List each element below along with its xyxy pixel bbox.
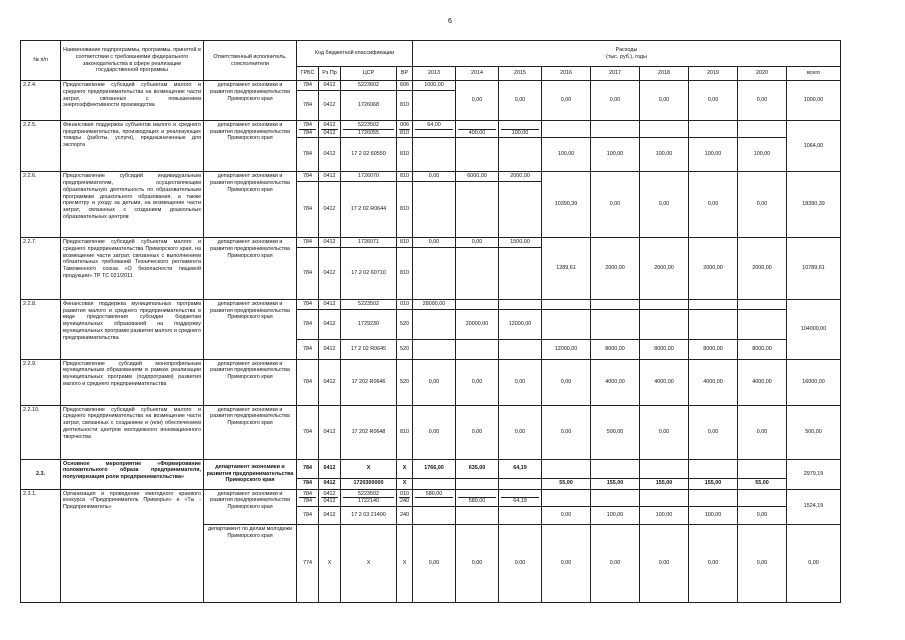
cell-grbs: 784 (297, 247, 319, 299)
cell-value: 8000,00 (591, 339, 640, 359)
cell-rzpr: X (319, 525, 341, 603)
cell-grbs: 784 (297, 81, 319, 91)
col-year: 2013 (413, 67, 456, 81)
cell-value: 0,00 (591, 81, 640, 121)
cell-empty (499, 182, 542, 238)
cell-value: 10390,39 (542, 172, 591, 238)
cell-vr: 606 (397, 81, 413, 91)
row-number: 2.2.7. (21, 238, 61, 300)
cell-rzpr: 0412 (319, 238, 341, 248)
cell-value: 4000,00 (640, 359, 689, 405)
cell-vr: 810 (397, 138, 413, 172)
col-year: 2014 (456, 67, 499, 81)
cell-csr: 5223502 1722140 (341, 489, 397, 507)
row-name: Финансовая поддержка субъектов малого и среднего предпринимательства, производящих и реализующих товары (работы, услуги), предназначенные для экспорта (61, 120, 204, 172)
cell-csr: 1720300000 (341, 478, 397, 489)
cell-rzpr: 0412 0412 (319, 120, 341, 138)
cell-empty (413, 90, 456, 120)
cell-total: 10789,61 (787, 238, 841, 300)
cell-value: 1289,61 (542, 238, 591, 300)
row-name: Предоставление субсидий субъектам малого и среднего предпринимательства на возмещение части затрат, связанных с повышением энергоэффективности производства (61, 81, 204, 121)
expenses-unit: (тыс. руб.), годы (606, 53, 647, 60)
cell-grbs: 784 (297, 238, 319, 248)
cell-value: 100,00 (591, 138, 640, 172)
cell-empty (456, 138, 499, 172)
cell-vr: 520 (397, 309, 413, 339)
budget-table (20, 40, 841, 603)
cell-grbs: 784 (297, 90, 319, 120)
row-number: 2.2.9. (21, 359, 61, 405)
cell-empty (456, 247, 499, 299)
cell-value: 0,00 (738, 507, 787, 525)
cell-value: 6000,00 (456, 172, 499, 182)
cell-value: 155,00 (591, 478, 640, 489)
cell-csr: 1729230 (341, 309, 397, 339)
cell-value: 4000,00 (591, 359, 640, 405)
cell-grbs: 784 (297, 309, 319, 339)
col-expenses-header (413, 41, 841, 67)
cell-vr: 810 (397, 182, 413, 238)
cell-value: 100,00 (689, 507, 738, 525)
cell-value: 0,00 (640, 81, 689, 121)
cell-value: 0,00 (499, 359, 542, 405)
cell-value: 100,00 (499, 120, 542, 138)
cell-grbs: 784 784 (297, 120, 319, 138)
cell-empty (542, 120, 591, 138)
col-csr: ЦСР (341, 67, 397, 81)
table-row (21, 120, 841, 138)
cell-value: 0,00 (542, 359, 591, 405)
cell-csr: 1726071 (341, 238, 397, 248)
cell-empty (591, 309, 640, 339)
cell-empty (413, 507, 456, 525)
cell-value: 0,00 (542, 405, 591, 459)
cell-empty (413, 478, 456, 489)
col-year: 2019 (689, 67, 738, 81)
cell-value: 0,00 (689, 525, 738, 603)
cell-value: 55,00 (738, 478, 787, 489)
cell-empty (591, 299, 640, 309)
cell-rzpr: 0412 (319, 172, 341, 182)
cell-empty (542, 489, 591, 507)
cell-value: 4000,00 (689, 359, 738, 405)
cell-value: 1500,00 (499, 238, 542, 248)
row-name: Предоставление субсидий индивидуальным предпринимателям, осуществляющим образовательную деятельность по образовательным программам дошкольного образования, а также присмотру и уходу за детьми, на возмещение части затрат, связанных с созданием дошкольных образовательных центров (61, 172, 204, 238)
row-resp: департамент экономики и развития предпринимательства Приморского края (204, 489, 297, 525)
cell-grbs: 784 (297, 182, 319, 238)
cell-value: 0,00 (499, 525, 542, 603)
row-number: 2.3.1. (21, 489, 61, 603)
cell-value: 400,00 (456, 120, 499, 138)
cell-csr: 5223502 1726055 (341, 120, 397, 138)
cell-empty (689, 120, 738, 138)
col-year: 2020 (738, 67, 787, 81)
cell-value: 2000,00 (591, 238, 640, 300)
cell-empty (542, 459, 591, 478)
col-resp-header: Ответственный исполнитель, соисполнители (204, 41, 297, 81)
cell-grbs: 784 (297, 507, 319, 525)
cell-rzpr: 0412 (319, 339, 341, 359)
cell-value: 0,00 (542, 81, 591, 121)
cell-value: 580,00 (456, 489, 499, 507)
cell-value: 0,00 (456, 525, 499, 603)
cell-grbs: 784 (297, 138, 319, 172)
cell-empty (456, 478, 499, 489)
cell-csr: 17 2 02 60710 (341, 247, 397, 299)
cell-value: 1000,00 (413, 81, 456, 91)
cell-vr: 810 (397, 172, 413, 182)
cell-rzpr: 0412 (319, 359, 341, 405)
cell-grbs: 784 (297, 172, 319, 182)
cell-csr: 1726070 (341, 172, 397, 182)
table-row (21, 459, 841, 478)
cell-value: 2000,00 (640, 238, 689, 300)
cell-vr: 520 (397, 359, 413, 405)
cell-empty (499, 138, 542, 172)
row-resp: департамент экономики и развития предпринимательства Приморского края (204, 405, 297, 459)
cell-empty (413, 247, 456, 299)
cell-value: 155,00 (640, 478, 689, 489)
cell-empty (499, 339, 542, 359)
col-year: 2015 (499, 67, 542, 81)
col-kbk-header: Код бюджетной классификации (297, 41, 413, 67)
cell-value: 0,00 (591, 525, 640, 603)
cell-value: 0,00 (738, 172, 787, 238)
cell-empty (413, 339, 456, 359)
table-row (21, 359, 841, 405)
cell-csr: X (341, 459, 397, 478)
row-name: Предоставление субсидий монопрофильным муниципальным образованиям в рамках реализации муниципальных программ (подпрограмм) развития малого и среднего предпринимательства (61, 359, 204, 405)
cell-vr: 010 240 (397, 489, 413, 507)
cell-value: 2000,00 (499, 172, 542, 182)
cell-vr: X (397, 525, 413, 603)
row-number: 2.3. (21, 459, 61, 489)
cell-vr: 810 (397, 238, 413, 248)
col-year: 2018 (640, 67, 689, 81)
col-grbs: ГРБС (297, 67, 319, 81)
col-name-header: Наименование подпрограммы, программы, принятой в соответствии с требованиями федерального законодательства в сфере реализации государственной программы (61, 41, 204, 81)
cell-csr: 17 202 R0648 (341, 405, 397, 459)
row-name: Организация и проведение ежегодного краевого конкурса «Предприниматель Приморья» и «Ты - Предприниматель» (61, 489, 204, 603)
cell-value: 0,00 (542, 507, 591, 525)
cell-value: 12000,00 (542, 339, 591, 359)
expenses-title: Расходы (615, 46, 638, 53)
cell-grbs: 784 (297, 478, 319, 489)
cell-value: 0,00 (413, 525, 456, 603)
cell-value: 0,00 (640, 405, 689, 459)
cell-empty (413, 138, 456, 172)
cell-csr: 17 2 03 21400 (341, 507, 397, 525)
cell-value: 500,00 (591, 405, 640, 459)
cell-value: 28000,00 (413, 299, 456, 309)
cell-grbs: 784 (297, 299, 319, 309)
cell-vr: X (397, 478, 413, 489)
row-number: 2.2.4. (21, 81, 61, 121)
cell-value: 155,00 (689, 478, 738, 489)
row-name: Предоставление субсидий субъектам малого и среднего предпринимательства на возмещение части затрат, связанных с созданием и (или) обеспечением деятельности центров молодежного инновационного творчества (61, 405, 204, 459)
cell-value: 8000,00 (738, 339, 787, 359)
cell-vr: 810 (397, 90, 413, 120)
cell-empty (689, 309, 738, 339)
cell-value: 8000,00 (640, 339, 689, 359)
cell-value: 20000,00 (456, 309, 499, 339)
cell-empty (591, 459, 640, 478)
cell-empty (456, 182, 499, 238)
cell-empty (413, 182, 456, 238)
table-row (21, 489, 841, 507)
cell-empty (689, 299, 738, 309)
cell-value: 0,00 (499, 81, 542, 121)
cell-rzpr: 0412 (319, 81, 341, 91)
row-resp: департамент экономики и развития предпринимательства Приморского края (204, 238, 297, 300)
cell-vr: 240 (397, 507, 413, 525)
cell-empty (542, 309, 591, 339)
cell-empty (640, 309, 689, 339)
cell-rzpr: 0412 (319, 247, 341, 299)
cell-value: 0,00 (499, 405, 542, 459)
cell-value: 0,00 (738, 525, 787, 603)
cell-csr: 5223602 (341, 81, 397, 91)
col-year: 2016 (542, 67, 591, 81)
cell-empty (738, 299, 787, 309)
cell-value: 8000,00 (689, 339, 738, 359)
cell-rzpr: 0412 (319, 507, 341, 525)
cell-empty (640, 459, 689, 478)
cell-vr: 810 (397, 247, 413, 299)
cell-rzpr: 0412 (319, 459, 341, 478)
cell-empty (499, 507, 542, 525)
cell-value: 64,19 (499, 489, 542, 507)
cell-empty (456, 299, 499, 309)
header-row-1 (21, 41, 841, 67)
cell-total: 1000,00 (787, 81, 841, 121)
col-num-header: № п/п (21, 41, 61, 81)
row-number: 2.2.5. (21, 120, 61, 172)
cell-value: 0,00 (413, 359, 456, 405)
cell-rzpr: 0412 (319, 90, 341, 120)
cell-empty (591, 489, 640, 507)
cell-value: 0,00 (689, 405, 738, 459)
cell-value: 100,00 (542, 138, 591, 172)
cell-vr: X (397, 459, 413, 478)
row-resp: департамент экономики и развития предпринимательства Приморского края (204, 172, 297, 238)
cell-value: 0,00 (640, 172, 689, 238)
cell-value: 635,00 (456, 459, 499, 478)
cell-total: 18390,39 (787, 172, 841, 238)
col-vr: ВР (397, 67, 413, 81)
cell-value: 0,00 (456, 359, 499, 405)
cell-total: 16000,00 (787, 359, 841, 405)
cell-grbs: 774 (297, 525, 319, 603)
cell-grbs: 784 (297, 405, 319, 459)
cell-empty (640, 299, 689, 309)
cell-csr: 1726068 (341, 90, 397, 120)
cell-value: 2000,00 (738, 238, 787, 300)
cell-value: 0,00 (456, 405, 499, 459)
cell-csr: 17 2 02 60550 (341, 138, 397, 172)
cell-value: 0,00 (456, 81, 499, 121)
cell-value: 0,00 (689, 172, 738, 238)
row-name: Основное мероприятие «Формирование положительного образа предпринимателя, популяризация роли предпринимательства» (61, 459, 204, 489)
cell-value: 1766,00 (413, 459, 456, 478)
col-rzpr: Рз Пр (319, 67, 341, 81)
cell-rzpr: 0412 0412 (319, 489, 341, 507)
cell-value: 4000,00 (738, 359, 787, 405)
row-resp: департамент экономики и развития предпринимательства Приморского края (204, 120, 297, 172)
cell-empty (499, 299, 542, 309)
cell-csr: 17 202 R0646 (341, 359, 397, 405)
cell-total: 104000,00 (787, 299, 841, 359)
row-resp: департамент экономики и развития предпринимательства Приморского края (204, 81, 297, 121)
row-number: 2.2.10. (21, 405, 61, 459)
cell-total: 1524,19 (787, 489, 841, 525)
cell-value: 100,00 (738, 138, 787, 172)
col-total: всего (787, 67, 841, 81)
table-row (21, 405, 841, 459)
cell-empty (542, 299, 591, 309)
cell-value: 0,00 (413, 238, 456, 248)
table-row (21, 172, 841, 182)
table-row (21, 81, 841, 91)
cell-empty (738, 309, 787, 339)
cell-empty (413, 309, 456, 339)
table-row (21, 299, 841, 309)
cell-empty (456, 339, 499, 359)
cell-value: 100,00 (591, 507, 640, 525)
cell-total: 0,00 (787, 525, 841, 603)
cell-total: 500,00 (787, 405, 841, 459)
cell-empty (499, 247, 542, 299)
cell-grbs: 784 (297, 359, 319, 405)
cell-grbs: 784 (297, 459, 319, 478)
cell-value: 100,00 (640, 138, 689, 172)
cell-total: 2979,19 (787, 459, 841, 489)
cell-value: 580,00 (413, 489, 456, 507)
row-resp: департамент по делам молодежи Приморского края (204, 525, 297, 603)
cell-vr: 010 (397, 299, 413, 309)
cell-empty (591, 120, 640, 138)
cell-value: 12000,00 (499, 309, 542, 339)
cell-grbs: 784 784 (297, 489, 319, 507)
cell-value: 0,00 (413, 172, 456, 182)
cell-value: 64,19 (499, 459, 542, 478)
cell-empty (738, 120, 787, 138)
cell-value: 0,00 (413, 405, 456, 459)
cell-value: 0,00 (738, 81, 787, 121)
cell-empty (640, 120, 689, 138)
cell-csr: 5223502 (341, 299, 397, 309)
cell-vr: 006 810 (397, 120, 413, 138)
cell-value: 0,00 (689, 81, 738, 121)
row-resp: департамент экономики и развития предпринимательства Приморского края (204, 359, 297, 405)
cell-rzpr: 0412 (319, 309, 341, 339)
cell-empty (689, 489, 738, 507)
col-year: 2017 (591, 67, 640, 81)
row-name: Финансовая поддержка муниципальных программ развития малого и среднего предпринимательства в виде предоставления субсидии бюджетам муниципальных образований на поддержку муниципальных программ развития малого и среднего предпринимательства (61, 299, 204, 359)
cell-value: 100,00 (689, 138, 738, 172)
row-number: 2.2.8. (21, 299, 61, 359)
row-number: 2.2.6. (21, 172, 61, 238)
cell-value: 0,00 (591, 172, 640, 238)
table-row (21, 238, 841, 248)
cell-empty (689, 459, 738, 478)
cell-empty (499, 478, 542, 489)
cell-csr: 17 2 02 R0645 (341, 339, 397, 359)
cell-csr: X (341, 525, 397, 603)
row-name: Предоставление субсидий субъектам малого и среднего предпринимательства Приморского края, на возмещение части затрат, связанных с выполнением обязательных требований Технического регламента Таможенного союза «О безопасности пищевой продукции» ТР ТС 021/2011 (61, 238, 204, 300)
cell-vr: 810 (397, 405, 413, 459)
cell-value: 0,00 (738, 405, 787, 459)
cell-empty (456, 507, 499, 525)
page-number: 6 (448, 18, 452, 25)
cell-total: 1064,00 (787, 120, 841, 172)
cell-value: 100,00 (640, 507, 689, 525)
cell-value: 0,00 (640, 525, 689, 603)
cell-value: 2000,00 (689, 238, 738, 300)
cell-empty (738, 459, 787, 478)
cell-rzpr: 0412 (319, 405, 341, 459)
cell-empty (738, 489, 787, 507)
cell-rzpr: 0412 (319, 138, 341, 172)
cell-empty (640, 489, 689, 507)
row-resp: департамент экономики и развития предпринимательства Приморского края (204, 459, 297, 489)
cell-rzpr: 0412 (319, 182, 341, 238)
cell-value: 64,00 (413, 120, 456, 138)
cell-value: 0,00 (456, 238, 499, 248)
cell-value: 0,00 (542, 525, 591, 603)
cell-vr: 520 (397, 339, 413, 359)
cell-rzpr: 0412 (319, 299, 341, 309)
cell-rzpr: 0412 (319, 478, 341, 489)
cell-grbs: 784 (297, 339, 319, 359)
cell-value: 55,00 (542, 478, 591, 489)
row-resp: департамент экономики и развития предпринимательства Приморского края (204, 299, 297, 359)
cell-csr: 17 2 02 R0644 (341, 182, 397, 238)
